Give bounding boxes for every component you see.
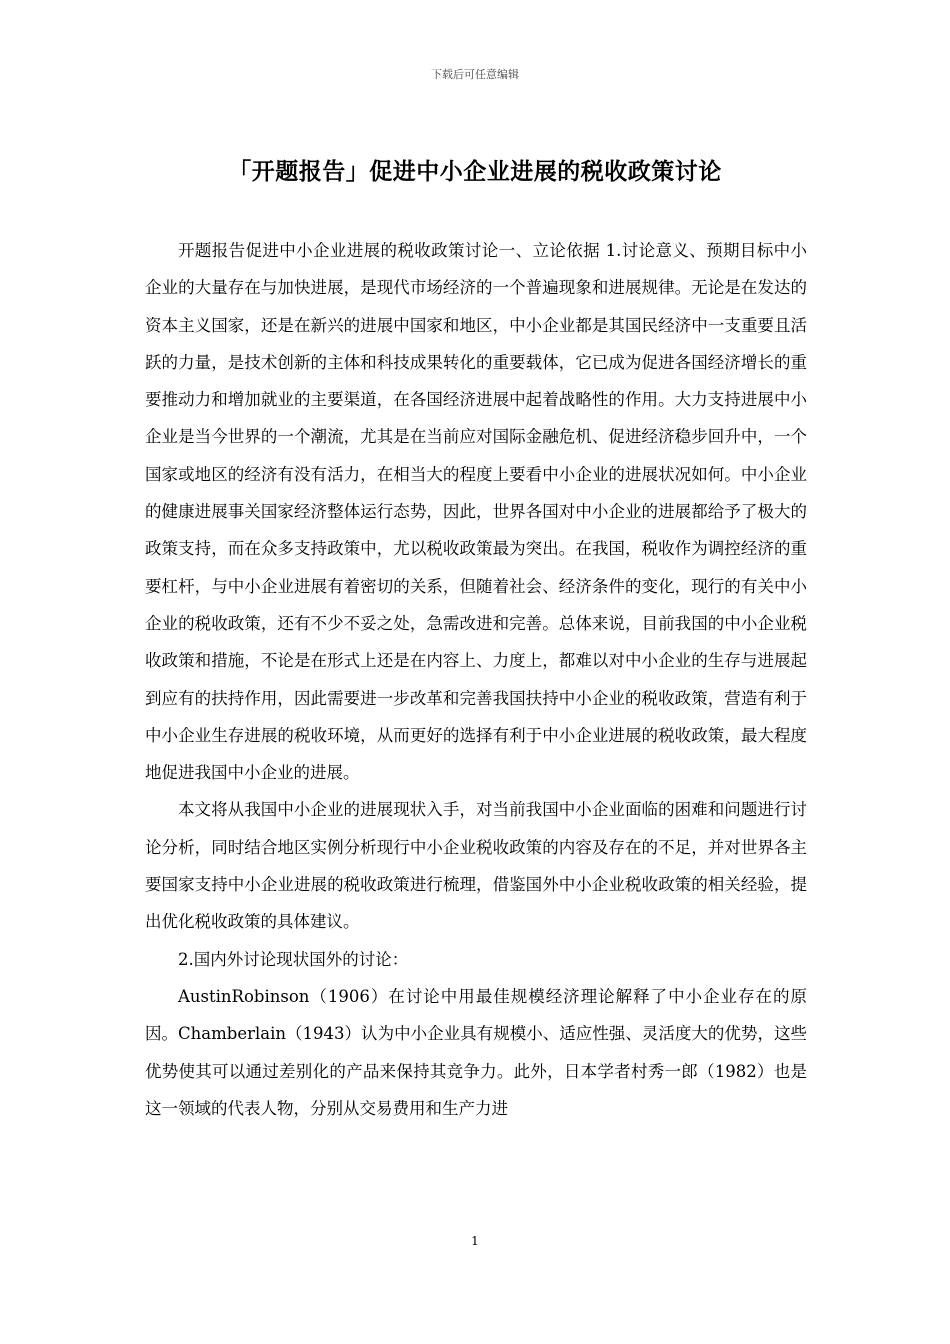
page-number: 1 — [471, 1234, 479, 1248]
body-paragraph: 开题报告促进中小企业进展的税收政策讨论一、立论依据 1.讨论意义、预期目标中小企业的大量存在与加快进展，是现代市场经济的一个普遍现象和进展规律。无论是在发达的资本主义国家，还是在新兴的进展中国家和地区，中小企业都是其国民经济中一支重要且活跃的力量，是技术创新的主体和科技成果转化的重要载体，它已成为促进各国经济增长的重要推动力和增加就业的主要渠道，在各国经济进展中起着战略性的作用。大力支持进展中小企业是当今世界的一个潮流，尤其是在当前应对国际金融危机、促进经济稳步回升中，一个国家或地区的经济有没有活力，在相当大的程度上要看中小企业的进展状况如何。中小企业的健康进展事关国家经济整体运行态势，因此，世界各国对中小企业的进展都给予了极大的政策支持，而在众多支持政策中，尤以税收政策最为突出。在我国，税收作为调控经济的重要杠杆，与中小企业进展有着密切的关系，但随着社会、经济条件的变化，现行的有关中小企业的税收政策，还有不少不妥之处，急需改进和完善。总体来说，目前我国的中小企业税收政策和措施，不论是在形式上还是在内容上、力度上，都难以对中小企业的生存与进展起到应有的扶持作用，因此需要进一步改革和完善我国扶持中小企业的税收政策，营造有利于中小企业生存进展的税收环境，从而更好的选择有利于中小企业进展的税收政策，最大程度地促进我国中小企业的进展。 — [145, 241, 807, 783]
document-body — [145, 232, 807, 1127]
body-paragraph: AustinRobinson（1906）在讨论中用最佳规模经济理论解释了中小企业存在的原因。Chamberlain（1943）认为中小企业具有规模小、适应性强、灵活度大的优势，这些优势使其可以通过差别化的产品来保持其竞争力。此外，日本学者村秀一郎（1982）也是这一领域的代表人物，分别从交易费用和生产力进 — [145, 986, 807, 1118]
section-heading-paragraph: 2.国内外讨论现状国外的讨论： — [178, 949, 409, 969]
download-watermark-header: 下载后可任意编辑 — [431, 68, 519, 81]
body-paragraph: 本文将从我国中小企业的进展现状入手，对当前我国中小企业面临的困难和问题进行讨论分析，同时结合地区实例分析现行中小企业税收政策的内容及存在的不足，并对世界各主要国家支持中小企业进展的税收政策进行梳理，借鉴国外中小企业税收政策的相关经验，提出优化税收政策的具体建议。 — [145, 800, 807, 932]
document-title: 「开题报告」促进中小企业进展的税收政策讨论 — [228, 159, 722, 185]
